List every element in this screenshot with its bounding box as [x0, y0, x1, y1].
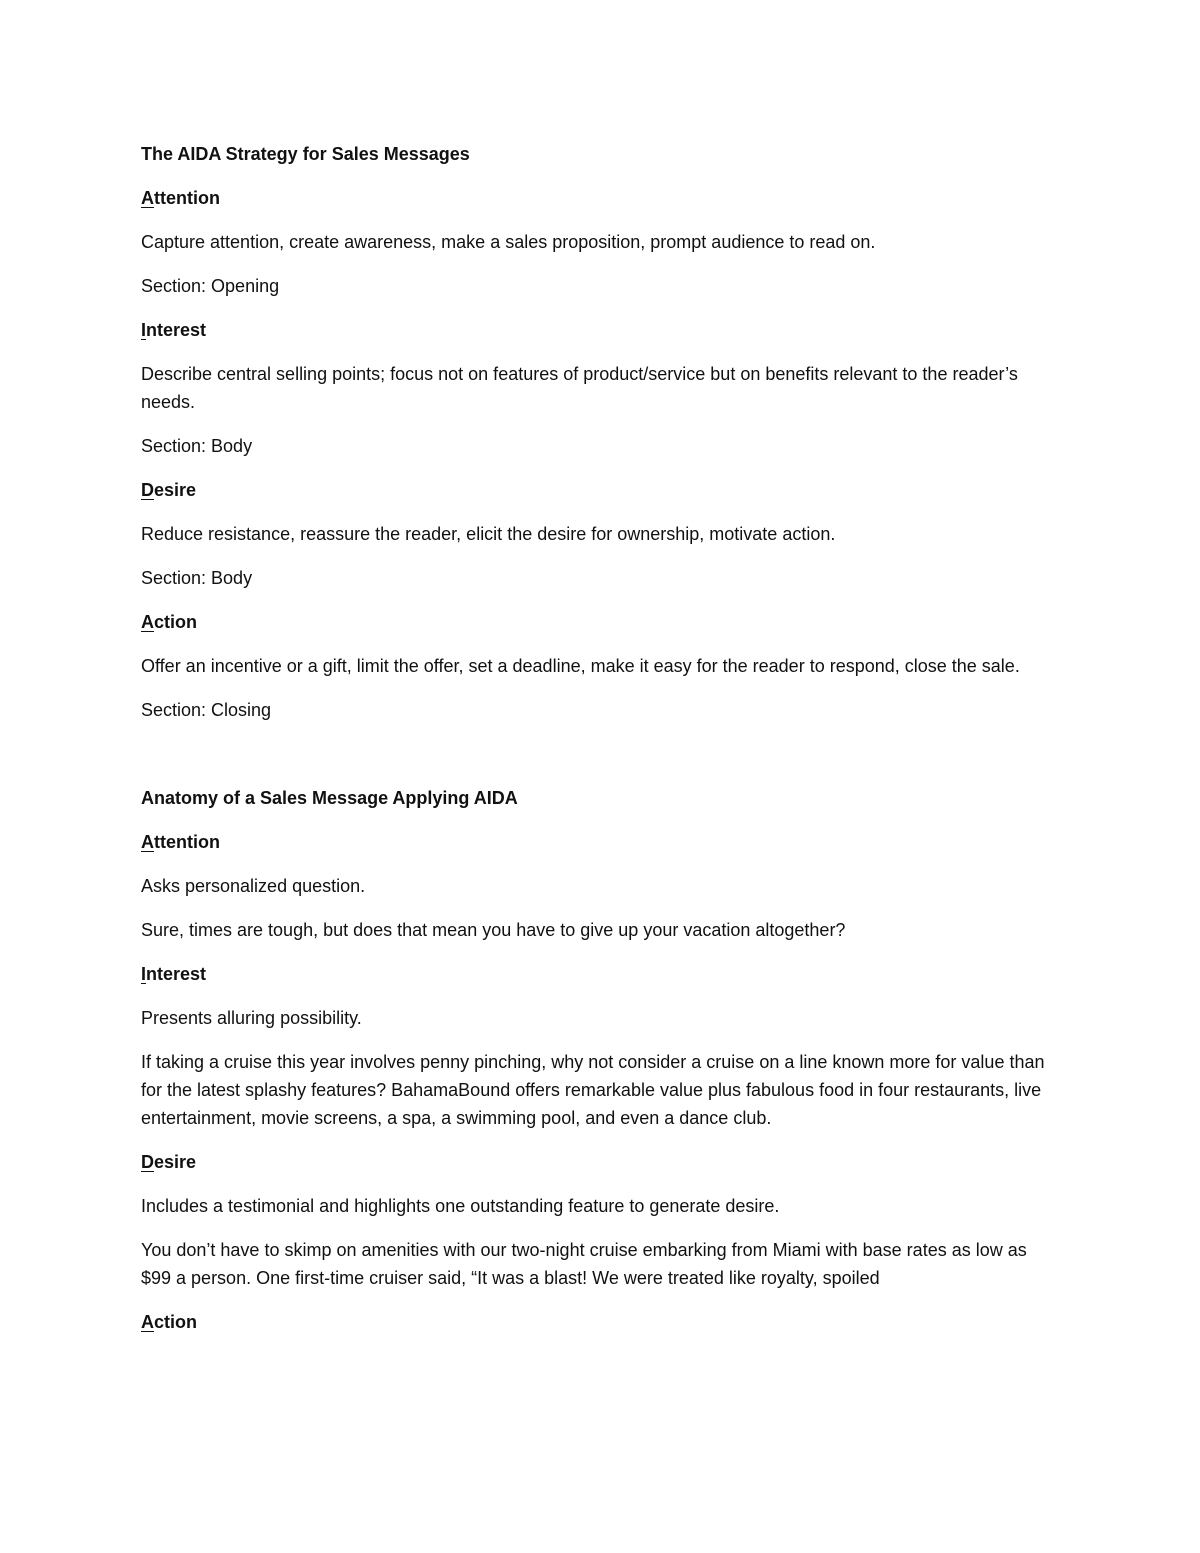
interest-example: If taking a cruise this year involves penny pinching, why not consider a cruise on a line known more for value than for the latest splashy features? BahamaBound offers remarkable value plus fabulous food in four restaurants, live entertainment, movie screens, a spa, a swimming pool, and even a dance club. — [141, 1052, 1045, 1128]
heading-initial: I — [141, 320, 147, 340]
desire-description: Reduce resistance, reassure the reader, elicit the desire for ownership, motivate action. — [141, 524, 836, 544]
heading-interest — [141, 316, 1051, 344]
heading-rest: nterest — [146, 964, 207, 984]
attention-description: Capture attention, create awareness, make a sales proposition, prompt audience to read on. — [141, 232, 876, 252]
interest-note: Presents alluring possibility. — [141, 1008, 362, 1028]
heading-attention — [141, 184, 1051, 212]
heading-action — [141, 608, 1051, 636]
heading-rest: ttention — [154, 188, 220, 208]
heading-rest: ttention — [154, 832, 220, 852]
heading-action — [141, 1308, 1051, 1336]
heading-rest: ction — [154, 612, 197, 632]
heading-rest: esire — [154, 480, 197, 500]
heading-initial: D — [141, 480, 154, 500]
heading-initial: A — [141, 1312, 154, 1332]
desire-section-label: Section: Body — [141, 568, 253, 588]
action-description: Offer an incentive or a gift, limit the offer, set a deadline, make it easy for the reader to respond, close the sale. — [141, 656, 1020, 676]
interest-section-label: Section: Body — [141, 436, 253, 456]
heading-initial: A — [141, 832, 154, 852]
interest-description: Describe central selling points; focus not on features of product/service but on benefits relevant to the reader’s needs. — [141, 364, 1018, 412]
heading-desire — [141, 1148, 1051, 1176]
heading-attention — [141, 828, 1051, 856]
attention-section-label: Section: Opening — [141, 276, 280, 296]
section-spacer — [141, 740, 1051, 784]
heading-rest: nterest — [146, 320, 207, 340]
heading-initial: D — [141, 1152, 154, 1172]
attention-note: Asks personalized question. — [141, 876, 366, 896]
heading-initial: A — [141, 612, 154, 632]
heading-desire — [141, 476, 1051, 504]
section-title-aida-strategy: The AIDA Strategy for Sales Messages — [141, 144, 470, 164]
heading-rest: ction — [154, 1312, 197, 1332]
action-section-label: Section: Closing — [141, 700, 272, 720]
heading-initial: A — [141, 188, 154, 208]
section-title-anatomy: Anatomy of a Sales Message Applying AIDA — [141, 788, 518, 808]
desire-note: Includes a testimonial and highlights one outstanding feature to generate desire. — [141, 1196, 780, 1216]
attention-example: Sure, times are tough, but does that mean you have to give up your vacation altogether? — [141, 920, 846, 940]
document-page — [141, 140, 1051, 1352]
desire-example: You don’t have to skimp on amenities with our two-night cruise embarking from Miami with base rates as low as $99 a person. One first-time cruiser said, “It was a blast! We were treated like royalty, spoiled — [141, 1240, 1027, 1288]
heading-rest: esire — [154, 1152, 197, 1172]
heading-interest — [141, 960, 1051, 988]
heading-initial: I — [141, 964, 147, 984]
